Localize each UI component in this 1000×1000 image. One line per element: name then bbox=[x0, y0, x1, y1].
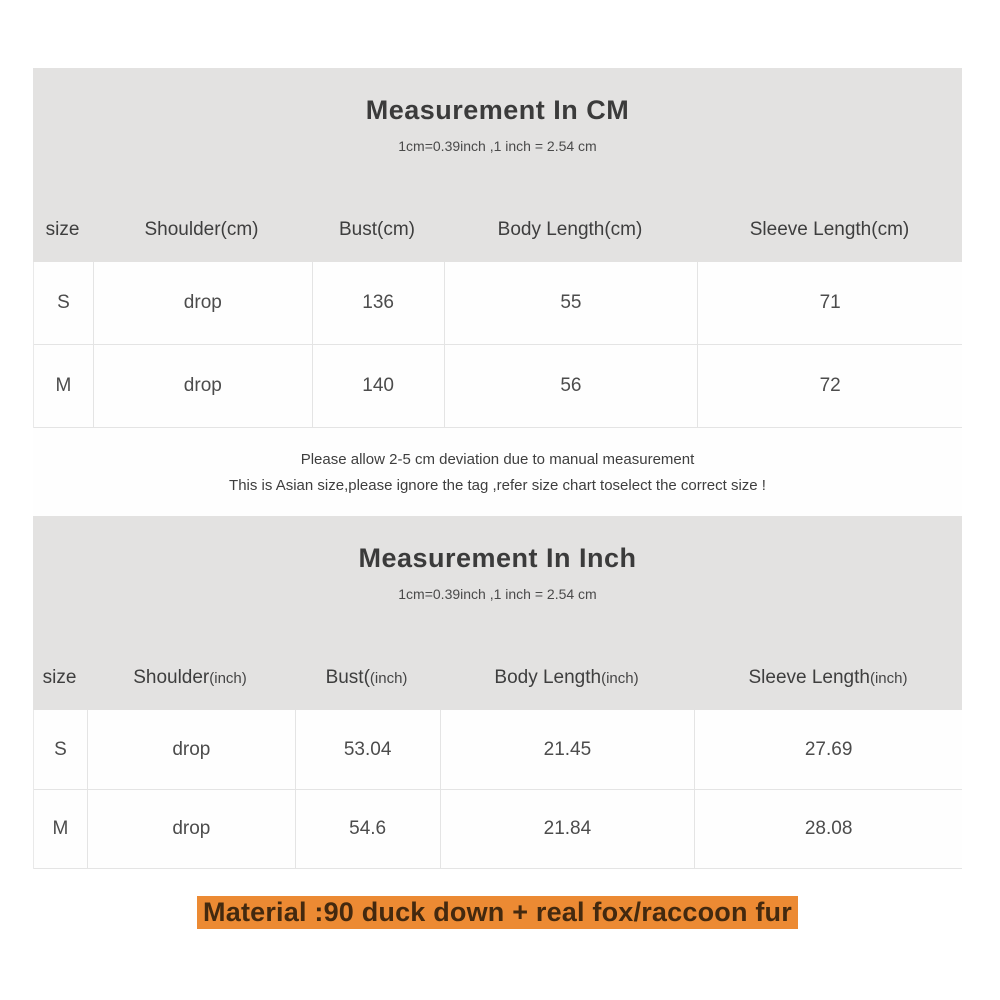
cm-header-bust: Bust (cm) bbox=[338, 219, 415, 240]
cm-s-sleeve-length: 71 bbox=[697, 262, 962, 344]
cm-section-subtitle: 1cm=0.39inch ,1 inch = 2.54 cm bbox=[398, 138, 597, 154]
inch-m-body-length: 21.84 bbox=[440, 790, 695, 868]
cm-section-title: Measurement In CM bbox=[365, 95, 630, 125]
cm-m-shoulder: drop bbox=[93, 345, 312, 427]
measurement-notes bbox=[33, 428, 962, 516]
material-banner: Material :90 duck down + real fox/raccoon fur bbox=[197, 896, 798, 929]
cm-s-size: S bbox=[57, 292, 70, 313]
inch-m-bust: 54.6 bbox=[295, 790, 440, 868]
cm-m-body-length: 56 bbox=[444, 345, 698, 427]
cm-header-sleeve-length: Sleeve Length (cm) bbox=[749, 219, 910, 240]
note-deviation: Please allow 2-5 cm deviation due to manual measurement bbox=[300, 450, 695, 468]
inch-header-sleeve-length: Sleeve Length (inch) bbox=[748, 667, 908, 688]
inch-section-header bbox=[33, 516, 962, 710]
inch-s-sleeve-length: 27.69 bbox=[694, 710, 962, 789]
inch-section-title: Measurement In Inch bbox=[358, 543, 637, 573]
cm-table-body bbox=[33, 262, 962, 428]
inch-header-shoulder: Shoulder (inch) bbox=[133, 667, 247, 688]
cm-m-sleeve-length: 72 bbox=[697, 345, 962, 427]
inch-header-body-length: Body Length (inch) bbox=[494, 667, 639, 688]
cm-s-bust: 136 bbox=[312, 262, 444, 344]
inch-m-shoulder: drop bbox=[87, 790, 295, 868]
inch-section-subtitle: 1cm=0.39inch ,1 inch = 2.54 cm bbox=[398, 586, 597, 602]
inch-s-body-length: 21.45 bbox=[440, 710, 695, 789]
inch-header-bust: Bust( (inch) bbox=[325, 667, 408, 688]
cm-s-body-length: 55 bbox=[444, 262, 698, 344]
table-row-cm-m bbox=[34, 345, 962, 428]
cm-section-header bbox=[33, 68, 962, 262]
cm-header-size: size bbox=[45, 219, 80, 240]
inch-table-header-row bbox=[33, 646, 962, 710]
size-chart-content bbox=[33, 68, 962, 929]
material-banner-row bbox=[33, 896, 962, 929]
inch-m-sleeve-length: 28.08 bbox=[694, 790, 962, 868]
inch-s-bust: 53.04 bbox=[295, 710, 440, 789]
table-row-cm-s bbox=[34, 262, 962, 345]
cm-header-body-length: Body Length (cm) bbox=[497, 219, 643, 240]
cm-s-shoulder: drop bbox=[93, 262, 312, 344]
cm-table-header-row bbox=[33, 198, 962, 262]
inch-table-body bbox=[33, 710, 962, 869]
cm-m-bust: 140 bbox=[312, 345, 444, 427]
table-row-inch-s bbox=[34, 710, 962, 790]
inch-m-size: M bbox=[52, 818, 69, 839]
cm-header-shoulder: Shoulder (cm) bbox=[144, 219, 259, 240]
inch-header-size: size bbox=[42, 667, 77, 688]
note-asian-size: This is Asian size,please ignore the tag ,refer size chart toselect the correct size ! bbox=[229, 476, 766, 494]
table-row-inch-m bbox=[34, 790, 962, 869]
inch-s-shoulder: drop bbox=[87, 710, 295, 789]
cm-m-size: M bbox=[55, 375, 72, 396]
inch-s-size: S bbox=[54, 738, 67, 760]
